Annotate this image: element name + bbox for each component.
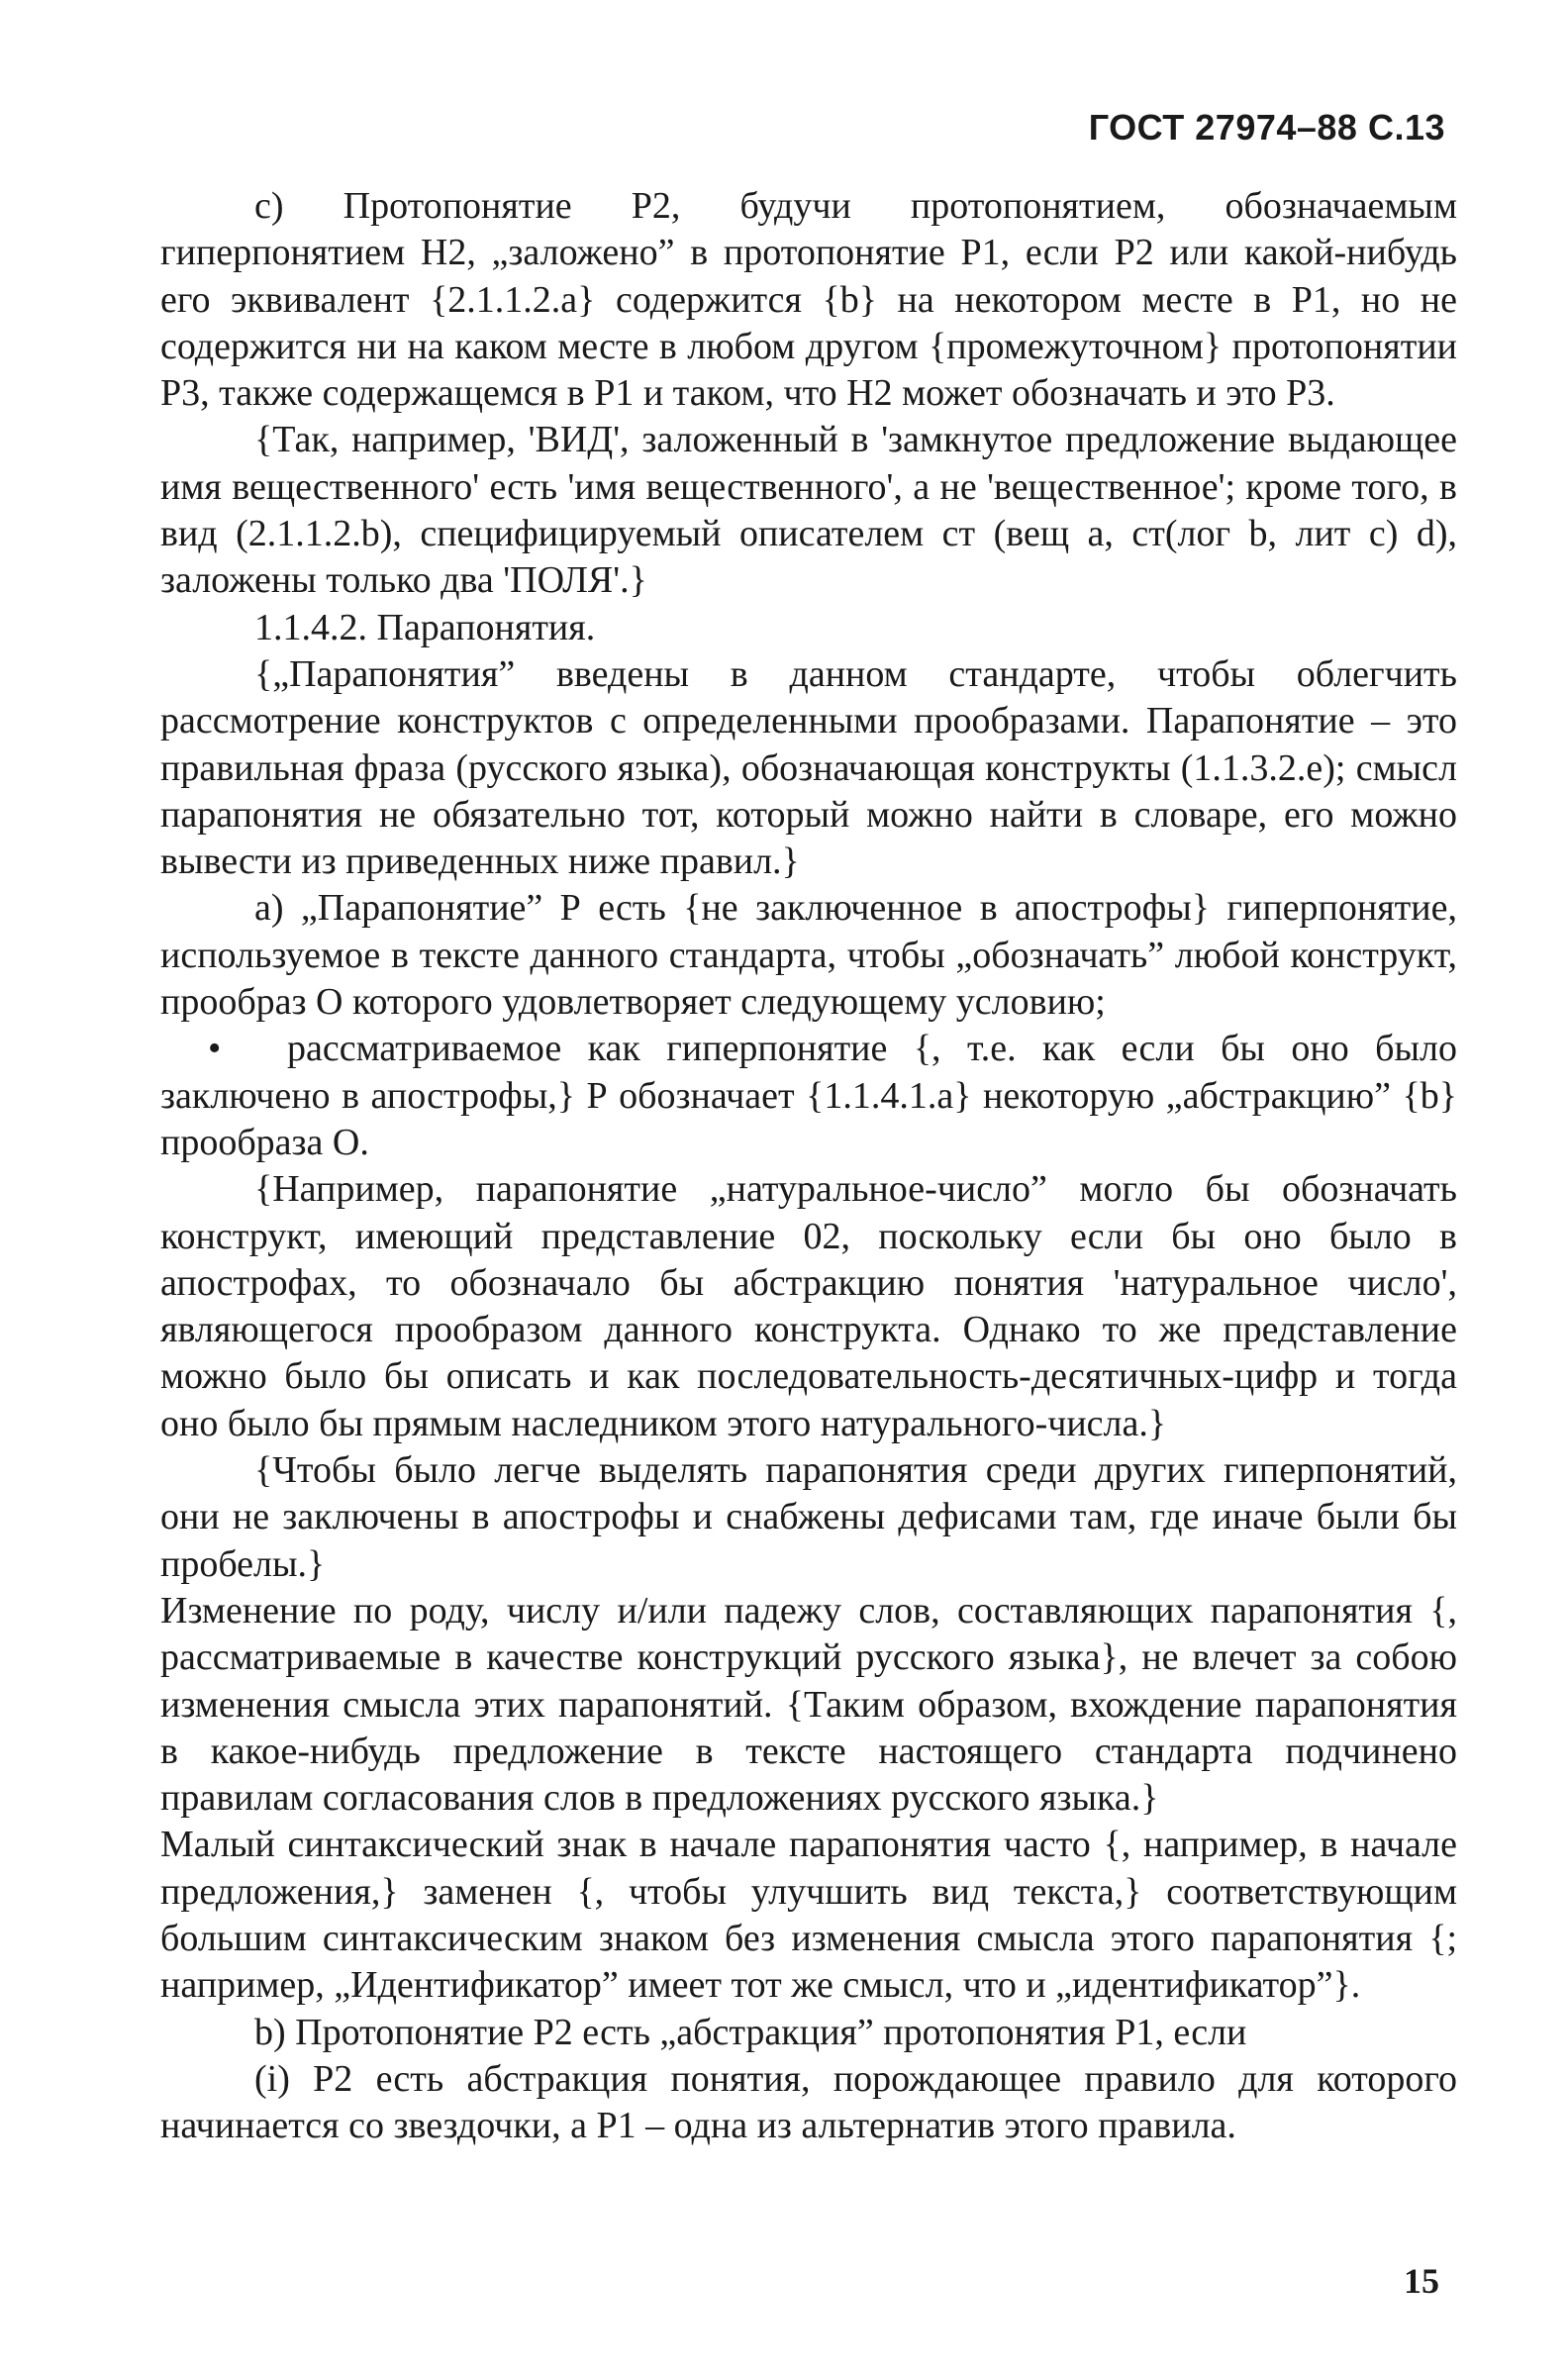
- paragraph-example-vid: {Так, например, 'ВИД', заложенный в 'замкнутое предложение выдающее имя вещественного' есть 'имя вещественного', а не 'вещественное'; кроме того, в вид (2.1.1.2.b), специфицируемый описателем ст (вещ а, ст(лог b, лит с) d), заложены только два 'ПОЛЯ'.}: [160, 419, 1457, 602]
- paragraph-hyphens-note: {Чтобы было легче выделять парапонятия среди других гиперпонятий, они не заключены в апострофы и снабжены дефисами там, где иначе были бы пробелы.}: [160, 1449, 1457, 1585]
- bullet-condition: [160, 1026, 1457, 1166]
- page-number: 15: [1404, 2261, 1439, 2301]
- paragraph-b: b) Протопонятие Р2 есть „абстракция” протопонятия Р1, если: [254, 2011, 1247, 2053]
- bullet-icon: •: [208, 1028, 222, 1070]
- bullet-condition-text: рассматриваемое как гиперпонятие {, т.е. как если бы оно было заключено в апострофы,} Р обозначает {1.1.4.1.a} некоторую „абстракцию” {b} прообраза О.: [160, 1028, 1457, 1163]
- page-body: [160, 183, 1457, 2149]
- paragraph-paraconcepts-intro: {„Парапонятия” введены в данном стандарте, чтобы облегчить рассмотрение конструктов с определенными прообразами. Парапонятие – это правильная фраза (русского языка), обозначающая конструкты (1.1.3.2.e); смысл парапонятия не обязательно тот, который можно найти в словаре, его можно вывести из приведенных ниже правил.}: [160, 652, 1457, 883]
- running-header: ГОСТ 27974–88 С.13: [1088, 107, 1445, 148]
- paragraph-capitalization: Малый синтаксический знак в начале парапонятия часто {, например, в начале предложения,} заменен {, чтобы улучшить вид текста,} соответствующим большим синтаксическим знаком без изменения смысла этого парапонятия {; например, „Идентификатор” имеет тот же смысл, что и „идентификатор”}.: [160, 1824, 1457, 2007]
- paragraph-a: a) „Парапонятие” Р есть {не заключенное в апострофы} гиперпонятие, используемое в тексте данного стандарта, чтобы „обозначать” любой конструкт, прообраз О которого удовлетворяет следующему условию;: [160, 887, 1457, 1024]
- paragraph-inflection: Изменение по роду, числу и/или падежу слов, составляющих парапонятия {, рассматриваемые в качестве конструкций русского языка}, не влечет за собою изменения смысла этих парапонятий. {Таким образом, вхождение парапонятия в какое-нибудь предложение в тексте настоящего стандарта подчинено правилам согласования слов в предложениях русского языка.}: [160, 1589, 1457, 1820]
- paragraph-b-i: (i) Р2 есть абстракция понятия, порождающее правило для которого начинается со звездочки, а Р1 – одна из альтернатив этого правила.: [160, 2057, 1457, 2147]
- section-heading-1-1-4-2: 1.1.4.2. Парапонятия.: [254, 606, 596, 648]
- paragraph-c: c) Протопонятие Р2, будучи протопонятием, обозначаемым гиперпонятием Н2, „заложено” в протопонятие Р1, если Р2 или какой-нибудь его эквивалент {2.1.1.2.a} содержится {b} на некотором месте в Р1, но не содержится ни на каком месте в любом другом {промежуточном} протопонятии Р3, также содержащемся в Р1 и таком, что Н2 может обозначать и это Р3.: [160, 185, 1457, 415]
- paragraph-example-natural-number: {Например, парапонятие „натуральное-число” могло бы обозначать конструкт, имеющий представление 02, поскольку если бы оно было в апострофах, то обозначало бы абстракцию понятия 'натуральное число', являющегося прообразом данного конструкта. Однако то же представление можно было бы описать и как последовательность-десятичных-цифр и тогда оно было бы прямым наследником этого натурального-числа.}: [160, 1168, 1457, 1444]
